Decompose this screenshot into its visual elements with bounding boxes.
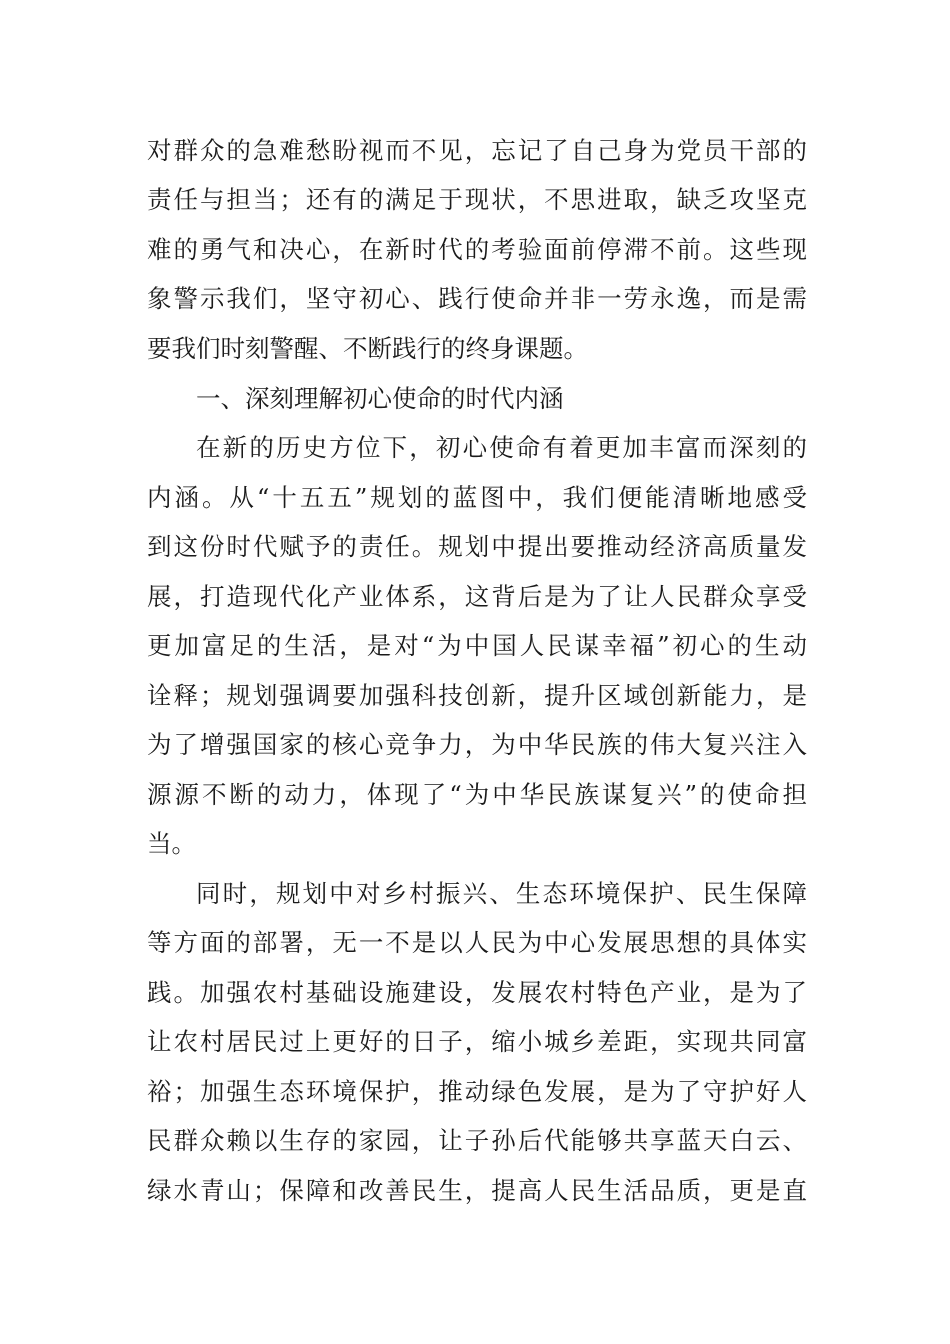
text-line-18: 践。加强农村基础设施建设，发展农村特色产业，是为了 — [147, 978, 807, 1007]
text-line-10: 展，打造现代化产业体系，这背后是为了让人民群众享受 — [147, 582, 807, 611]
text-line-4: 象警示我们，坚守初心、践行使命并非一劳永逸，而是需 — [147, 284, 807, 313]
text-line-19: 让农村居民过上更好的日子，缩小城乡差距，实现共同富 — [147, 1027, 807, 1056]
text-line-7: 在新的历史方位下，初心使命有着更加丰富而深刻的 — [196, 433, 807, 462]
text-line-13: 为了增强国家的核心竞争力，为中华民族的伟大复兴注入 — [147, 730, 807, 759]
text-line-8: 内涵。从“十五五”规划的蓝图中，我们便能清晰地感受 — [147, 483, 807, 512]
text-line-5: 要我们时刻警醒、不断践行的终身课题。 — [147, 334, 588, 363]
text-line-14: 源源不断的动力，体现了“为中华民族谋复兴”的使命担 — [147, 780, 807, 809]
section-heading: 一、深刻理解初心使命的时代内涵 — [196, 384, 564, 413]
text-line-17: 等方面的部署，无一不是以人民为中心发展思想的具体实 — [147, 928, 807, 957]
text-line-2: 责任与担当；还有的满足于现状，不思进取，缺乏攻坚克 — [147, 185, 807, 214]
text-line-20: 裕；加强生态环境保护，推动绿色发展，是为了守护好人 — [147, 1077, 807, 1106]
text-line-3: 难的勇气和决心，在新时代的考验面前停滞不前。这些现 — [147, 235, 807, 264]
text-line-9: 到这份时代赋予的责任。规划中提出要推动经济高质量发 — [147, 532, 807, 561]
text-line-12: 诠释；规划强调要加强科技创新，提升区域创新能力，是 — [147, 681, 807, 710]
text-line-16: 同时，规划中对乡村振兴、生态环境保护、民生保障 — [196, 879, 807, 908]
text-line-21: 民群众赖以生存的家园，让子孙后代能够共享蓝天白云、 — [147, 1126, 807, 1155]
text-line-1: 对群众的急难愁盼视而不见，忘记了自己身为党员干部的 — [147, 136, 807, 165]
text-line-22: 绿水青山；保障和改善民生，提高人民生活品质，更是直 — [147, 1176, 807, 1205]
text-line-11: 更加富足的生活，是对“为中国人民谋幸福”初心的生动 — [147, 631, 807, 660]
text-line-15: 当。 — [147, 829, 196, 858]
